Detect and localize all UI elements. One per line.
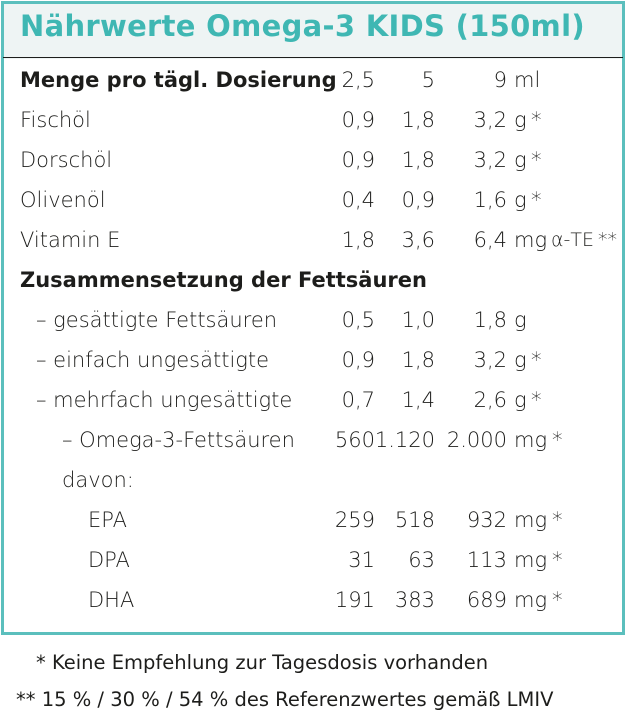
title-divider <box>3 57 623 58</box>
row-v2: 518 <box>394 508 435 532</box>
row-label: Dorschöl <box>20 148 113 172</box>
row-v2: 1,8 <box>401 148 435 172</box>
row-mark: * <box>552 508 563 532</box>
row-unit: g <box>514 388 527 412</box>
row-unit: mg <box>514 588 548 612</box>
header-unit: ml <box>514 68 541 92</box>
row-v2: 383 <box>394 588 435 612</box>
row-mark: ** <box>598 229 617 251</box>
header-v2: 5 <box>421 68 435 92</box>
row-unit: g <box>514 108 527 132</box>
row-label: DPA <box>88 548 130 572</box>
table-row <box>0 502 629 538</box>
row-label: DHA <box>88 588 135 612</box>
row-v1: 0,5 <box>341 308 375 332</box>
row-v3: 2,6 <box>473 388 507 412</box>
row-v3: 3,2 <box>473 108 507 132</box>
row-v1: 0,4 <box>341 188 375 212</box>
table-row <box>0 582 629 618</box>
row-label: Vitamin E <box>20 228 121 252</box>
dosage-header-row <box>0 62 629 98</box>
row-v3: 2.000 <box>446 428 507 452</box>
row-unit: mg <box>514 428 548 452</box>
table-row <box>0 182 629 218</box>
row-unit: mg <box>514 228 548 252</box>
table-row <box>0 222 629 258</box>
footnote-no-recommendation: * Keine Empfehlung zur Tagesdosis vorhanden <box>36 651 489 674</box>
row-v1: 0,9 <box>341 348 375 372</box>
row-v3: 1,8 <box>473 308 507 332</box>
header-label: Menge pro tägl. Dosierung <box>20 68 337 92</box>
row-label: – einfach ungesättigte <box>36 348 270 372</box>
row-v1: 0,9 <box>341 148 375 172</box>
row-v3: 3,2 <box>473 348 507 372</box>
table-row <box>0 142 629 178</box>
row-unit: g <box>514 348 527 372</box>
row-v3: 932 <box>466 508 507 532</box>
row-label: – Omega-3-Fettsäuren <box>62 428 295 452</box>
row-unit: g <box>514 188 527 212</box>
row-v2: 1,8 <box>401 108 435 132</box>
row-mark: * <box>531 348 542 372</box>
row-unit: g <box>514 308 527 332</box>
row-mark: * <box>552 548 563 572</box>
header-v1: 2,5 <box>341 68 375 92</box>
row-v1: 1,8 <box>341 228 375 252</box>
row-v3: 1,6 <box>473 188 507 212</box>
row-v2: 1,0 <box>401 308 435 332</box>
row-v1: 259 <box>334 508 375 532</box>
header-v3: 9 <box>493 68 507 92</box>
row-v2: 1.120 <box>374 428 435 452</box>
row-label: – mehrfach ungesättigte <box>36 388 293 412</box>
row-v2: 1,4 <box>401 388 435 412</box>
row-v2: 1,8 <box>401 348 435 372</box>
row-v1: 0,7 <box>341 388 375 412</box>
row-v1: 31 <box>348 548 375 572</box>
row-v1: 0,9 <box>341 108 375 132</box>
row-unit: g <box>514 148 527 172</box>
row-unit: mg <box>514 548 548 572</box>
row-v1: 560 <box>334 428 375 452</box>
table-row <box>0 302 629 338</box>
row-mark: * <box>552 588 563 612</box>
section-label: Zusammensetzung der Fettsäuren <box>20 268 427 292</box>
row-v3: 3,2 <box>473 148 507 172</box>
table-row <box>0 382 629 418</box>
row-label: Olivenöl <box>20 188 106 212</box>
row-mark: * <box>531 388 542 412</box>
row-v2: 0,9 <box>401 188 435 212</box>
row-mark: * <box>552 428 563 452</box>
row-v3: 689 <box>466 588 507 612</box>
row-v3: 6,4 <box>473 228 507 252</box>
row-mark: * <box>531 148 542 172</box>
row-unit-suffix: α-TE <box>551 229 594 251</box>
footnote-reference-values: ** 15 % / 30 % / 54 % des Referenzwertes gemäß LMIV <box>16 688 554 711</box>
davon-row <box>0 462 629 498</box>
row-mark: * <box>531 108 542 132</box>
row-unit: mg <box>514 508 548 532</box>
section-header-row <box>0 262 629 298</box>
row-label: – gesättigte Fettsäuren <box>36 308 278 332</box>
table-row <box>0 342 629 378</box>
row-label: Fischöl <box>20 108 91 132</box>
table-row <box>0 102 629 138</box>
row-label: EPA <box>88 508 127 532</box>
table-row <box>0 542 629 578</box>
row-v1: 191 <box>334 588 375 612</box>
row-v2: 63 <box>408 548 435 572</box>
table-row <box>0 422 629 458</box>
row-mark: * <box>531 188 542 212</box>
row-v2: 3,6 <box>401 228 435 252</box>
table-title: Nährwerte Omega-3 KIDS (150ml) <box>20 9 585 43</box>
row-v3: 113 <box>466 548 507 572</box>
davon-label: davon: <box>62 468 134 492</box>
